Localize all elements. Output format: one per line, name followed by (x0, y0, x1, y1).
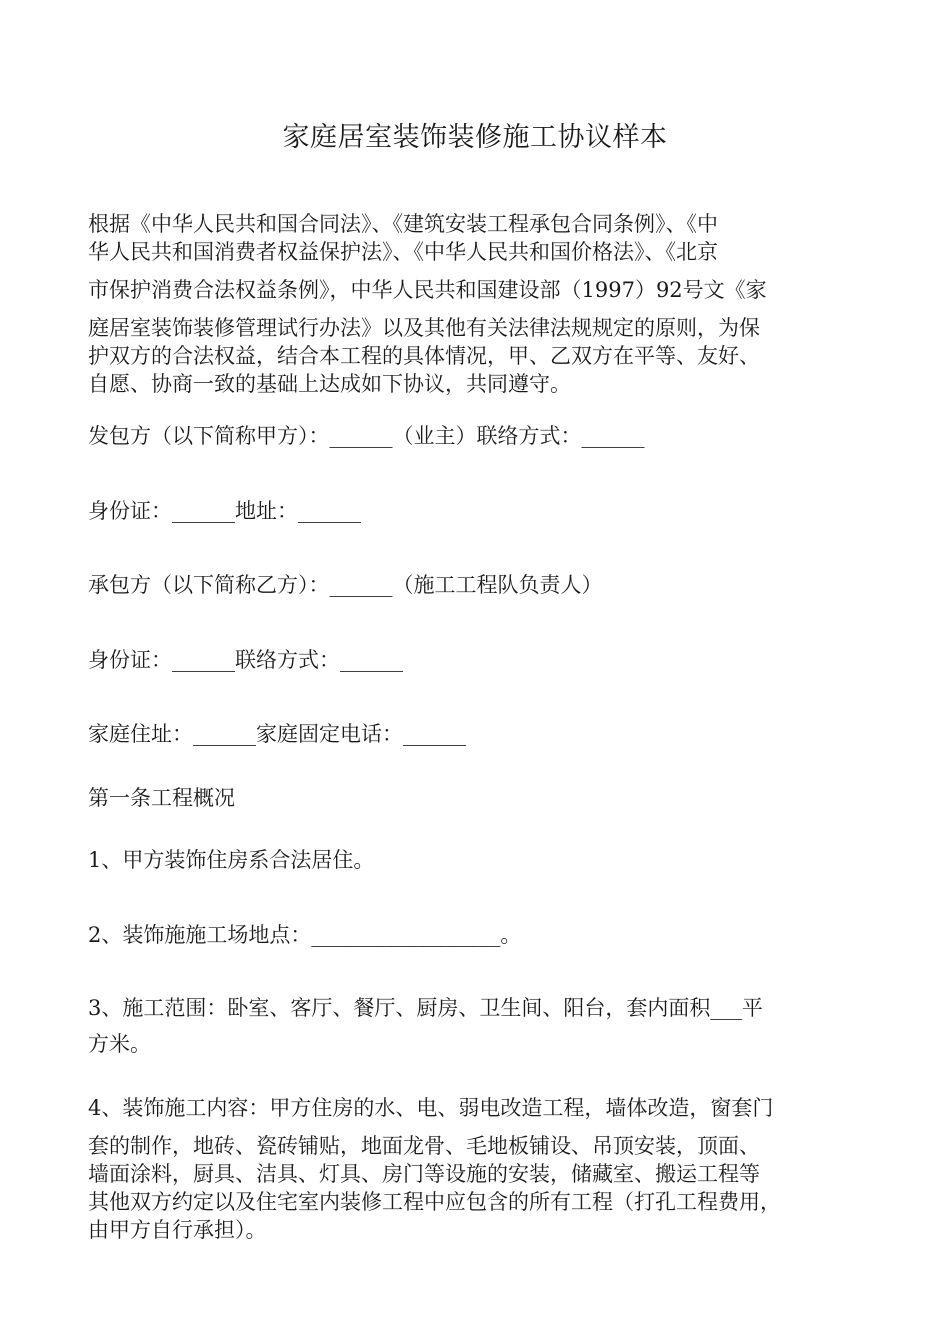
item-3-line: 3、施工范围：卧室、客厅、餐厅、厨房、卫生间、阳台，套内面积___平 (88, 996, 763, 1020)
intro-line: 庭居室装饰装修管理试行办法》以及其他有关法律法规规定的原则，为保 (88, 316, 760, 340)
item-4-line: 4、装饰施工内容：甲方住房的水、电、弱电改造工程，墙体改造，窗套门 (88, 1096, 774, 1120)
item-4-line: 其他双方约定以及住宅室内装修工程中应包含的所有工程（打孔工程费用， (88, 1190, 781, 1214)
party-a-line: 发包方（以下简称甲方）：______（业主）联络方式：______ (88, 424, 645, 448)
article-1-item-4 (88, 1094, 866, 1244)
intro-line: 自愿、协商一致的基础上达成如下协议，共同遵守。 (88, 372, 571, 396)
document-title: 家庭居室装饰装修施工协议样本 (282, 122, 668, 153)
party-b-id-line: 身份证：______联络方式：______ (88, 648, 403, 672)
home-address-line: 家庭住址：______家庭固定电话：______ (88, 722, 466, 746)
item-4-line: 墙面涂料，厨具、洁具、灯具、房门等设施的安装，储藏室、搬运工程等 (88, 1162, 760, 1186)
party-b-line: 承包方（以下简称乙方）：______（施工工程队负责人） (88, 573, 603, 597)
intro-line: 市保护消费合法权益条例》，中华人民共和国建设部（1997）92号文《家 (88, 278, 767, 302)
item-3-line: 方米。 (88, 1032, 151, 1056)
article-1-heading: 第一条工程概况 (88, 786, 235, 810)
party-a-id-line: 身份证：______地址：______ (88, 499, 361, 523)
article-1-item-1: 1、甲方装饰住房系合法居住。 (88, 848, 375, 872)
intro-line: 护双方的合法权益，结合本工程的具体情况，甲、乙双方在平等、友好、 (88, 344, 760, 368)
intro-line: 根据《中华人民共和国合同法》、《建筑安装工程承包合同条例》、《中 (88, 212, 718, 236)
intro-line: 华人民共和国消费者权益保护法》、《中华人民共和国价格法》、《北京 (88, 240, 718, 264)
intro-paragraph (88, 210, 866, 398)
article-1-item-3 (88, 994, 866, 1058)
item-4-line: 由甲方自行承担）。 (88, 1218, 267, 1242)
article-1-item-2: 2、装饰施施工场地点：__________________。 (88, 923, 522, 947)
item-4-line: 套的制作，地砖、瓷砖铺贴，地面龙骨、毛地板铺设、吊顶安装，顶面、 (88, 1134, 760, 1158)
